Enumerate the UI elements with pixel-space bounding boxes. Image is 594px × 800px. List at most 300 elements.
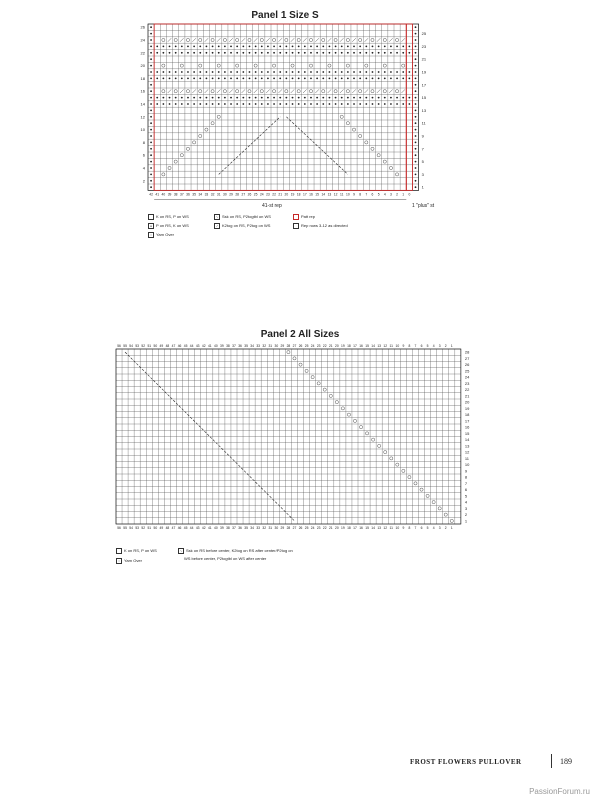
purl-dot xyxy=(298,78,300,80)
purl-dot xyxy=(415,65,417,67)
stitch-number: 2 xyxy=(444,526,447,530)
purl-dot xyxy=(329,103,331,105)
stitch-number: 7 xyxy=(365,192,368,197)
purl-dot xyxy=(365,103,367,105)
stitch-number: 26 xyxy=(247,192,252,197)
stitch-number: 22 xyxy=(272,192,276,197)
row-number: 27 xyxy=(464,355,470,361)
purl-dot xyxy=(390,52,392,54)
purl-dot xyxy=(218,46,220,48)
stitch-number: 53 xyxy=(135,526,140,530)
decrease-mark xyxy=(303,38,307,42)
stitch-number: 48 xyxy=(165,526,170,530)
purl-dot xyxy=(378,78,380,80)
stitch-number: 17 xyxy=(353,526,357,530)
stitch-number: 8 xyxy=(408,526,411,530)
stitch-number: 32 xyxy=(262,526,267,530)
yarn-over-mark xyxy=(365,141,368,144)
stitch-number: 23 xyxy=(316,526,321,530)
yarn-over-mark xyxy=(334,90,337,93)
purl-dot xyxy=(402,78,404,80)
row-number: 11 xyxy=(464,455,470,461)
stitch-number: 30 xyxy=(274,344,279,348)
purl-dot xyxy=(285,52,287,54)
stitch-number: 4 xyxy=(432,344,435,348)
yarn-over-mark xyxy=(359,426,362,429)
purl-dot xyxy=(415,110,417,112)
purl-dot xyxy=(402,97,404,99)
purl-dot xyxy=(396,46,398,48)
purl-dot xyxy=(224,52,226,54)
yarn-over-mark xyxy=(371,38,374,41)
yarn-over-mark xyxy=(311,376,314,379)
yarn-over-mark xyxy=(389,166,392,169)
purl-dot xyxy=(150,52,152,54)
blank-swatch-icon xyxy=(116,548,122,554)
row-number: 12 xyxy=(140,114,145,120)
row-number: 18 xyxy=(140,75,145,81)
yarn-over-mark xyxy=(162,90,165,93)
purl-dot xyxy=(150,135,152,137)
legend-text: K on RS, P on WS xyxy=(156,214,189,220)
purl-dot xyxy=(408,52,410,54)
row-number: 17 xyxy=(464,418,470,424)
yarn-over-mark xyxy=(347,413,350,416)
stitch-number: 54 xyxy=(129,344,133,348)
purl-dot xyxy=(230,97,232,99)
purl-dot xyxy=(242,71,244,73)
stitch-number: 20 xyxy=(334,526,339,530)
purl-dot xyxy=(341,78,343,80)
yarn-over-mark xyxy=(402,64,405,67)
yarn-over-mark xyxy=(272,38,275,41)
row-number: 23 xyxy=(421,43,427,49)
stitch-number: 35 xyxy=(192,192,196,197)
yarn-over-mark xyxy=(162,173,165,176)
stitch-number: 24 xyxy=(310,526,315,530)
stitch-number: 26 xyxy=(298,344,303,348)
stitch-number: 30 xyxy=(223,192,227,197)
purl-dot xyxy=(335,97,337,99)
stitch-number: 13 xyxy=(377,344,382,348)
purl-dot xyxy=(298,52,300,54)
purl-dot xyxy=(181,103,183,105)
yarn-over-mark xyxy=(297,90,300,93)
purl-dot xyxy=(415,39,417,41)
stitch-number: 6 xyxy=(371,192,374,197)
stitch-number: 38 xyxy=(226,344,230,348)
yarn-over-mark xyxy=(211,38,214,41)
purl-dot xyxy=(150,78,152,80)
stitch-number: 7 xyxy=(414,344,417,348)
stitch-number: 45 xyxy=(183,526,188,530)
red-box-swatch-icon xyxy=(293,214,299,220)
stitch-number: 51 xyxy=(147,344,152,348)
purl-dot xyxy=(261,46,263,48)
purl-dot xyxy=(150,122,152,124)
purl-dot xyxy=(292,103,294,105)
purl-dot xyxy=(322,46,324,48)
purl-dot xyxy=(150,39,152,41)
purl-dot xyxy=(212,103,214,105)
purl-dot xyxy=(150,154,152,156)
legend-text: K2tog on RS, P2tog on WS xyxy=(222,223,271,229)
purl-dot xyxy=(304,52,306,54)
stitch-number: 21 xyxy=(278,192,283,197)
yarn-over-mark xyxy=(383,160,386,163)
decrease-mark xyxy=(180,38,184,42)
purl-dot xyxy=(156,103,158,105)
purl-dot xyxy=(335,71,337,73)
purl-dot xyxy=(187,103,189,105)
purl-dot xyxy=(224,103,226,105)
purl-dot xyxy=(384,97,386,99)
purl-dot xyxy=(415,71,417,73)
yarn-over-mark xyxy=(335,401,338,404)
stitch-number: 22 xyxy=(322,526,327,530)
stitch-number: 6 xyxy=(420,344,423,348)
purl-dot xyxy=(415,33,417,35)
yarn-over-mark xyxy=(309,64,312,67)
purl-dot xyxy=(175,71,177,73)
purl-dot xyxy=(353,71,355,73)
stitch-number: 32 xyxy=(262,344,267,348)
purl-dot xyxy=(187,78,189,80)
purl-dot xyxy=(322,71,324,73)
stitch-number: 16 xyxy=(359,526,363,530)
yarn-over-mark xyxy=(217,64,220,67)
purl-dot xyxy=(199,52,201,54)
purl-dot xyxy=(359,97,361,99)
stitch-number: 35 xyxy=(244,526,248,530)
yarn-over-mark xyxy=(248,38,251,41)
purl-dot xyxy=(156,52,158,54)
purl-dot xyxy=(415,167,417,169)
stitch-number: 11 xyxy=(389,526,393,530)
purl-dot xyxy=(150,148,152,150)
decrease-mark xyxy=(352,89,356,93)
yarn-over-mark xyxy=(395,38,398,41)
yarn-over-mark xyxy=(309,38,312,41)
purl-dot xyxy=(298,46,300,48)
purl-dot xyxy=(193,78,195,80)
yarn-over-mark xyxy=(205,128,208,131)
purl-dot xyxy=(242,103,244,105)
stitch-number: 39 xyxy=(167,192,172,197)
panel1-plus-label: 1 "plus" st xyxy=(412,203,435,209)
purl-dot xyxy=(175,78,177,80)
purl-dot xyxy=(279,78,281,80)
row-number: 2 xyxy=(142,178,145,184)
footer-title: FROST FLOWERS PULLOVER xyxy=(410,758,522,766)
yarn-over-mark xyxy=(378,444,381,447)
stitch-number: 31 xyxy=(268,344,273,348)
row-number: 18 xyxy=(464,412,470,418)
stitch-number: 34 xyxy=(198,192,203,197)
purl-dot xyxy=(415,52,417,54)
purl-dot xyxy=(230,71,232,73)
purl-dot xyxy=(402,52,404,54)
purl-dot xyxy=(378,52,380,54)
purl-dot xyxy=(310,46,312,48)
row-number: 13 xyxy=(421,107,427,113)
row-number: 22 xyxy=(140,50,145,56)
legend-text: WS before center, P2togtbl on WS after center xyxy=(184,556,267,561)
purl-dot xyxy=(206,71,208,73)
decrease-mark xyxy=(365,38,369,42)
stitch-number: 13 xyxy=(327,192,332,197)
purl-dot xyxy=(255,52,257,54)
row-number: 21 xyxy=(421,56,427,62)
yarn-over-mark xyxy=(395,90,398,93)
purl-dot xyxy=(279,52,281,54)
yarn-over-mark xyxy=(260,38,263,41)
purl-dot xyxy=(341,71,343,73)
stitch-number: 10 xyxy=(395,344,400,348)
row-number: 6 xyxy=(464,487,468,493)
row-number: 25 xyxy=(421,31,427,37)
decrease-mark xyxy=(266,89,270,93)
purl-dot xyxy=(402,103,404,105)
yarn-over-mark xyxy=(341,407,344,410)
stitch-number: 26 xyxy=(298,526,303,530)
purl-dot xyxy=(249,46,251,48)
stitch-number: 29 xyxy=(280,526,285,530)
stitch-number: 34 xyxy=(250,526,254,530)
decrease-mark xyxy=(205,89,209,93)
purl-dot xyxy=(242,52,244,54)
stitch-number: 55 xyxy=(123,344,127,348)
yarn-over-mark xyxy=(346,122,349,125)
stitch-number: 40 xyxy=(213,344,218,348)
row-number: 2 xyxy=(464,512,468,518)
stitch-number: 56 xyxy=(117,526,121,530)
purl-dot xyxy=(218,103,220,105)
purl-dot xyxy=(378,71,380,73)
purl-dot xyxy=(169,103,171,105)
purl-dot xyxy=(267,103,269,105)
purl-dot xyxy=(329,97,331,99)
purl-dot xyxy=(402,46,404,48)
stitch-number: 25 xyxy=(304,344,309,348)
stitch-number: 13 xyxy=(377,526,382,530)
stitch-number: 28 xyxy=(286,344,291,348)
purl-dot xyxy=(218,78,220,80)
purl-dot xyxy=(415,186,417,188)
yarn-over-mark xyxy=(285,38,288,41)
purl-dot xyxy=(316,71,318,73)
stitch-number: 38 xyxy=(173,192,178,197)
purl-dot xyxy=(353,97,355,99)
decrease-mark xyxy=(229,38,233,42)
purl-dot xyxy=(267,97,269,99)
row-number: 15 xyxy=(421,95,427,101)
legend-purl xyxy=(148,223,189,229)
stitch-number: 34 xyxy=(250,344,254,348)
purl-dot xyxy=(408,97,410,99)
stitch-number: 36 xyxy=(186,192,190,197)
row-number: 24 xyxy=(140,37,145,43)
decrease-mark xyxy=(168,89,172,93)
yarn-over-mark xyxy=(328,64,331,67)
stitch-number: 46 xyxy=(177,344,182,348)
stitch-number: 2 xyxy=(444,344,447,348)
row-number: 8 xyxy=(142,139,145,145)
row-number: 1 xyxy=(421,184,424,190)
stitch-number: 24 xyxy=(310,344,315,348)
purl-dot xyxy=(292,97,294,99)
yarn-over-mark xyxy=(174,90,177,93)
purl-dot xyxy=(236,103,238,105)
stitch-number: 40 xyxy=(161,192,166,197)
purl-dot xyxy=(212,71,214,73)
stitch-number: 29 xyxy=(280,344,285,348)
purl-dot xyxy=(162,71,164,73)
purl-dot xyxy=(310,78,312,80)
row-number: 10 xyxy=(140,127,145,133)
row-number: 28 xyxy=(464,349,470,355)
decrease-mark xyxy=(389,89,393,93)
panel2-title: Panel 2 All Sizes xyxy=(260,329,340,340)
yarn-over-mark xyxy=(236,38,239,41)
blank-swatch-icon xyxy=(293,223,299,229)
legend-yarn-over xyxy=(116,558,142,564)
row-number: 26 xyxy=(140,24,145,30)
purl-dot xyxy=(347,71,349,73)
purl-dot xyxy=(206,46,208,48)
purl-dot xyxy=(156,97,158,99)
purl-dot xyxy=(415,174,417,176)
backslash-swatch-icon: \ xyxy=(178,548,184,554)
purl-dot xyxy=(218,52,220,54)
purl-dot xyxy=(230,52,232,54)
row-number: 4 xyxy=(142,165,145,171)
purl-dot xyxy=(304,103,306,105)
watermark: PassionForum.ru xyxy=(529,787,590,796)
yarn-over-mark xyxy=(432,501,435,504)
purl-dot xyxy=(415,129,417,131)
purl-dot xyxy=(193,103,195,105)
row-number: 9 xyxy=(464,468,468,474)
row-number: 11 xyxy=(421,120,426,126)
stitch-number: 39 xyxy=(220,344,224,348)
stitch-number: 29 xyxy=(229,192,233,197)
purl-dot xyxy=(390,97,392,99)
stitch-number: 30 xyxy=(274,526,279,530)
yarn-over-mark xyxy=(372,438,375,441)
row-number: 26 xyxy=(464,362,470,368)
stitch-number: 2 xyxy=(396,192,398,197)
purl-dot xyxy=(335,52,337,54)
purl-dot xyxy=(384,78,386,80)
yarn-over-mark xyxy=(383,90,386,93)
purl-dot xyxy=(359,78,361,80)
yarn-over-mark xyxy=(377,154,380,157)
purl-dot xyxy=(249,78,251,80)
stitch-number: 5 xyxy=(426,526,429,530)
yarn-over-mark xyxy=(408,476,411,479)
yarn-over-mark xyxy=(162,64,165,67)
stitch-number: 56 xyxy=(117,344,121,348)
decrease-mark xyxy=(229,89,233,93)
stitch-number: 27 xyxy=(292,344,297,348)
purl-dot xyxy=(169,97,171,99)
stitch-number: 17 xyxy=(353,344,357,348)
yarn-over-mark xyxy=(346,38,349,41)
stitch-number: 18 xyxy=(347,344,351,348)
purl-dot xyxy=(206,78,208,80)
purl-dot xyxy=(304,71,306,73)
stitch-number: 44 xyxy=(189,526,194,530)
decrease-mark xyxy=(377,38,381,42)
yarn-over-mark xyxy=(272,64,275,67)
yarn-over-mark xyxy=(353,419,356,422)
row-number: 16 xyxy=(464,424,470,430)
purl-dot xyxy=(316,103,318,105)
row-number: 21 xyxy=(464,393,470,399)
stitch-number: 24 xyxy=(259,192,264,197)
yarn-over-mark xyxy=(293,357,296,360)
row-number: 10 xyxy=(464,462,470,468)
decrease-mark xyxy=(217,89,221,93)
purl-dot xyxy=(199,103,201,105)
purl-dot xyxy=(372,71,374,73)
yarn-over-mark xyxy=(211,122,214,125)
purl-dot xyxy=(181,71,183,73)
purl-dot xyxy=(335,46,337,48)
purl-dot xyxy=(150,103,152,105)
purl-dot xyxy=(372,78,374,80)
stitch-number: 11 xyxy=(389,344,393,348)
stitch-number: 15 xyxy=(365,344,369,348)
purl-dot xyxy=(390,103,392,105)
stitch-number: 53 xyxy=(135,344,140,348)
yarn-over-mark xyxy=(334,38,337,41)
purl-dot xyxy=(175,46,177,48)
stitch-number: 27 xyxy=(241,192,246,197)
row-number: 19 xyxy=(464,405,470,411)
purl-dot xyxy=(415,90,417,92)
stitch-number: 6 xyxy=(420,526,423,530)
stitch-number: 0 xyxy=(408,192,411,197)
purl-dot xyxy=(193,46,195,48)
yarn-over-mark xyxy=(291,64,294,67)
purl-dot xyxy=(304,78,306,80)
decrease-mark xyxy=(217,38,221,42)
stitch-number: 9 xyxy=(402,344,405,348)
yarn-over-mark xyxy=(186,90,189,93)
purl-dot xyxy=(415,116,417,118)
decrease-mark xyxy=(205,38,209,42)
purl-dot xyxy=(255,46,257,48)
row-number: 20 xyxy=(140,63,145,69)
purl-dot xyxy=(285,46,287,48)
purl-dot xyxy=(378,97,380,99)
row-number: 4 xyxy=(464,499,468,505)
legend-text: Rep rows 3-12 as directed xyxy=(301,223,348,229)
legend-knit xyxy=(116,548,157,554)
purl-dot xyxy=(218,71,220,73)
row-number: 5 xyxy=(421,159,424,165)
stitch-number: 41 xyxy=(207,526,212,530)
purl-dot xyxy=(150,180,152,182)
row-number: 24 xyxy=(464,374,470,380)
purl-dot xyxy=(224,78,226,80)
purl-dot xyxy=(150,84,152,86)
decrease-mark xyxy=(254,38,258,42)
stitch-number: 19 xyxy=(341,344,345,348)
yarn-over-mark xyxy=(223,90,226,93)
